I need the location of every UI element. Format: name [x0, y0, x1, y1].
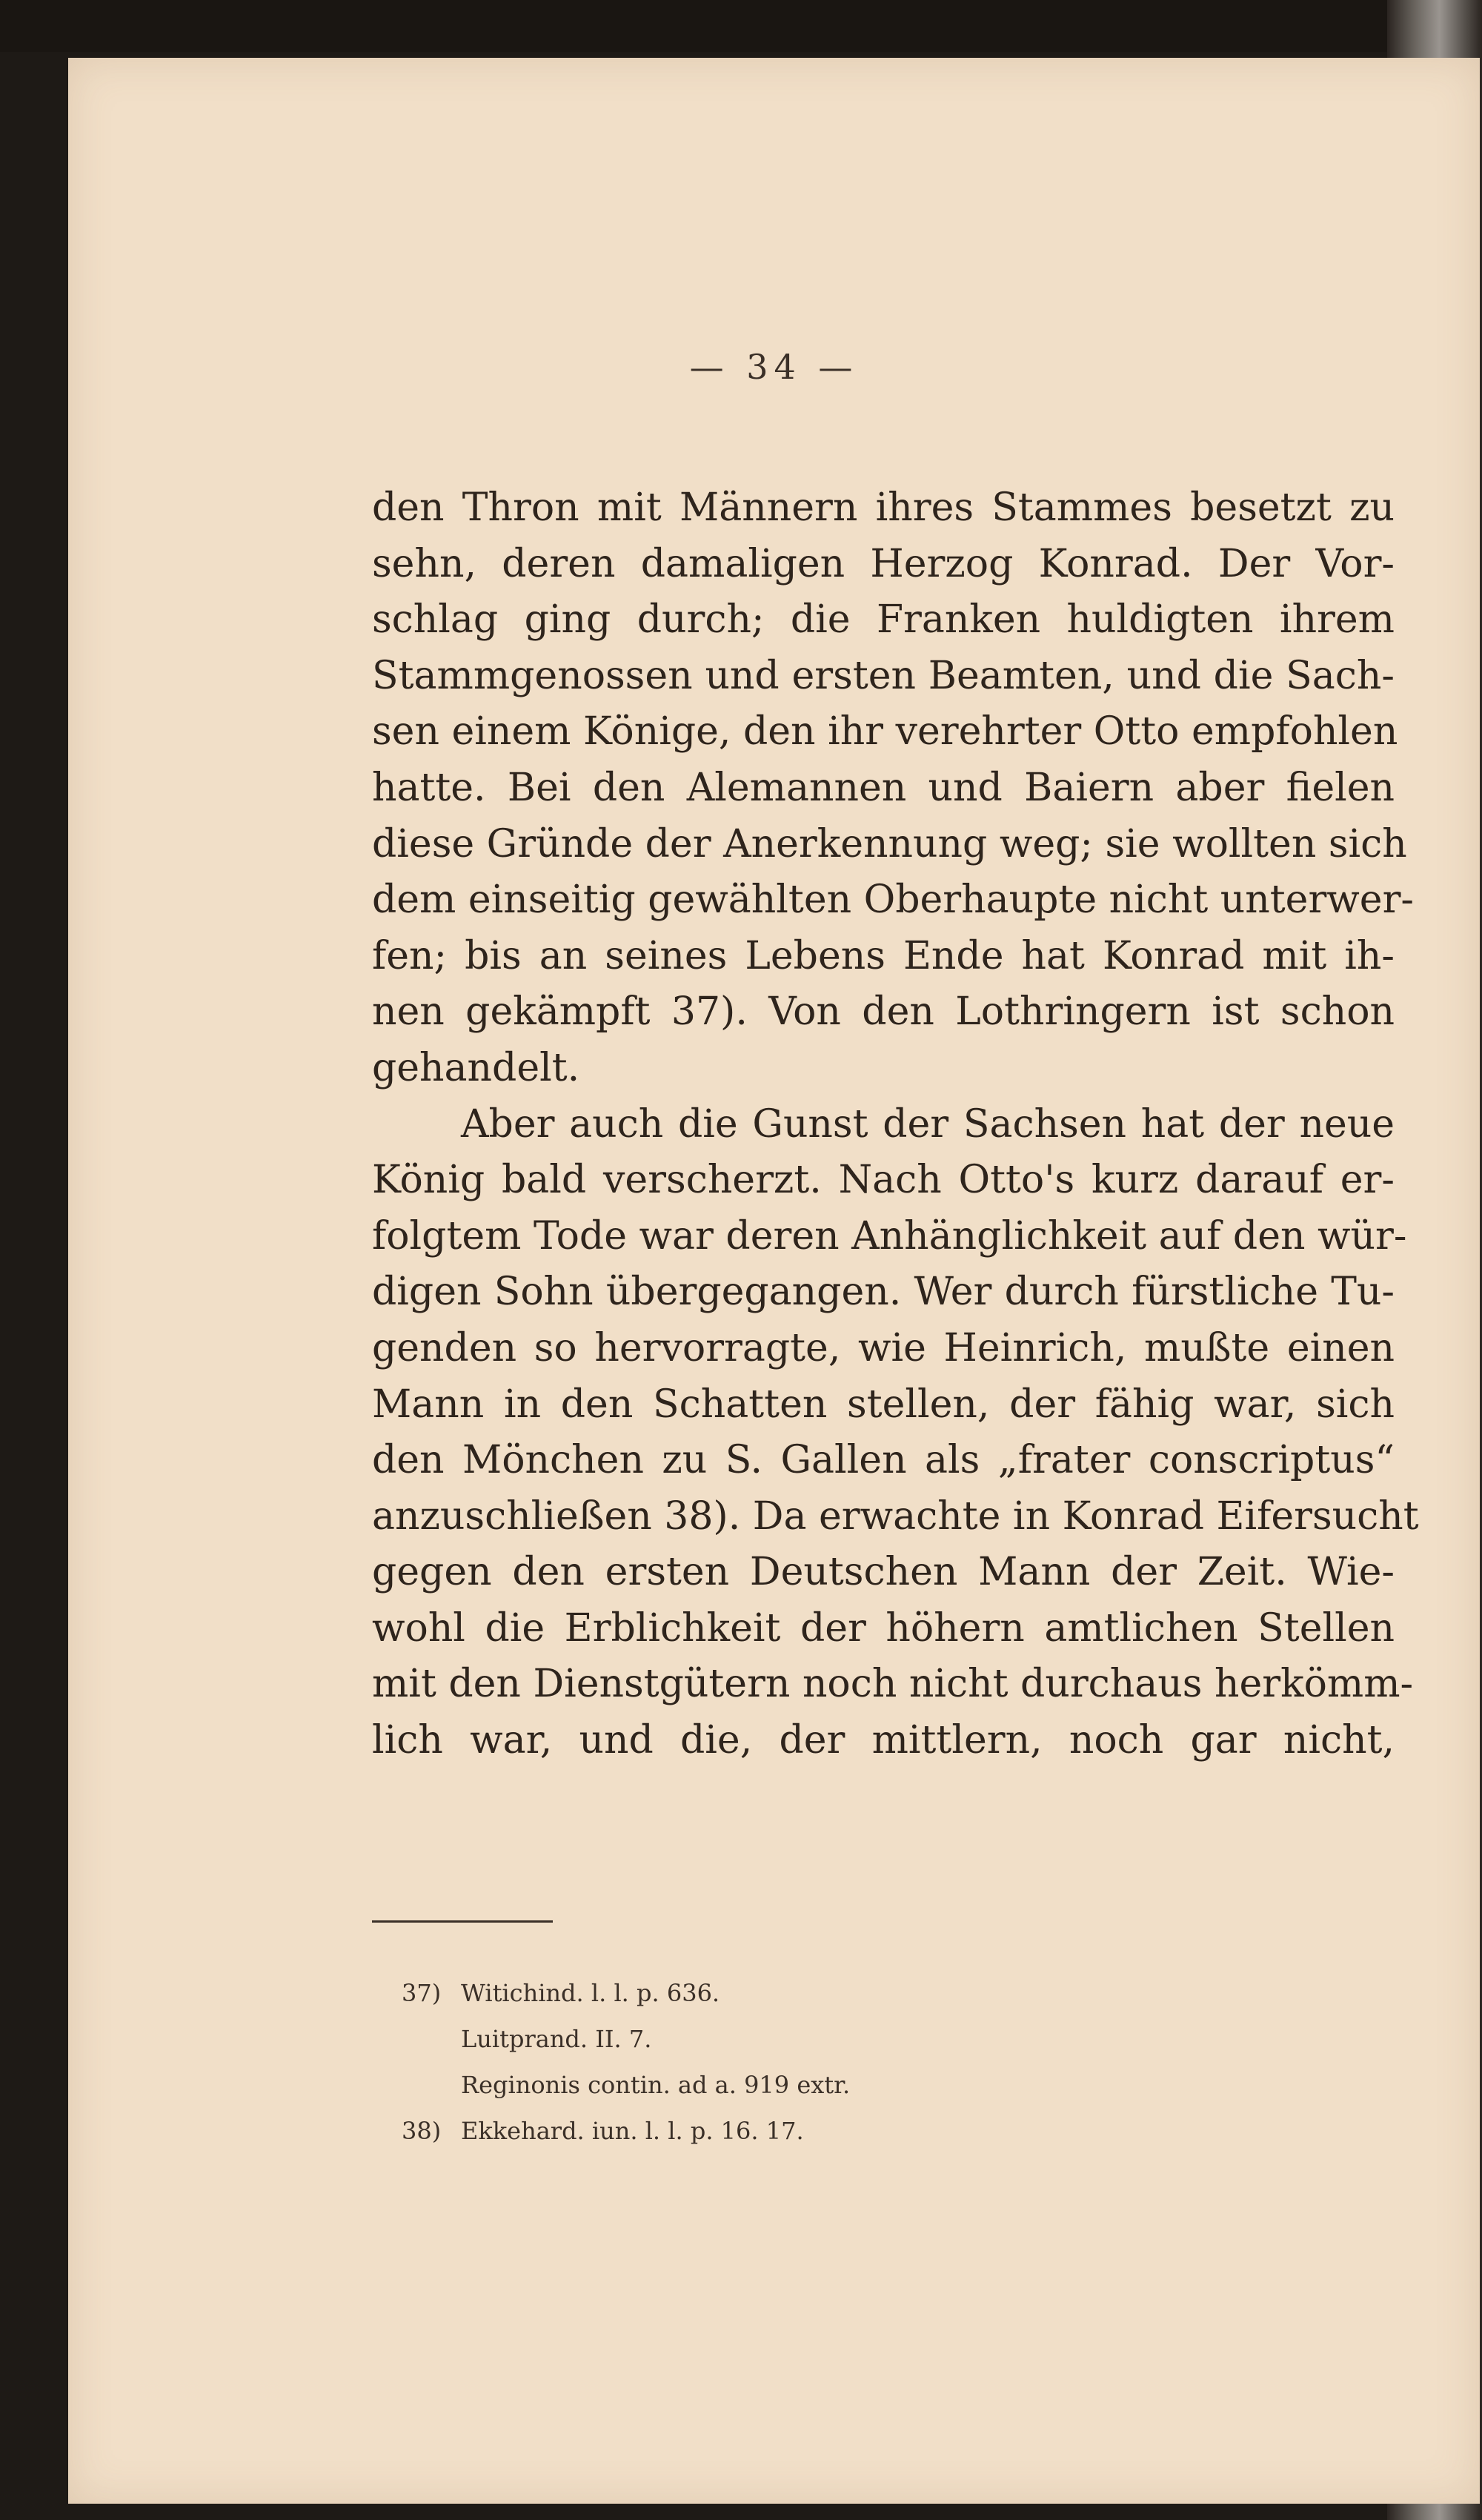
body-text [372, 480, 1419, 1769]
footnote [402, 2062, 1365, 2108]
text-line: den Mönchen zu S. Gallen als „frater conscriptus“ [372, 1438, 1395, 1483]
footnote-text: Reginonis contin. ad a. 919 extr. [461, 2071, 851, 2099]
text-line: folgtem Tode war deren Anhänglichkeit auf den wür- [372, 1213, 1407, 1259]
text-line: den Thron mit Männern ihres Stammes besetzt zu [372, 485, 1395, 530]
text-line: diese Gründe der Anerkennung weg; sie wollten sich [372, 821, 1407, 866]
text-line: digen Sohn übergegangen. Wer durch fürstliche Tu- [372, 1270, 1395, 1315]
text-line: genden so hervorragte, wie Heinrich, mußte einen [372, 1325, 1395, 1370]
text-line: sen einem Könige, den ihr verehrter Otto empfohlen [372, 709, 1398, 755]
footnotes [402, 1970, 1365, 2154]
footnote-text: Luitprand. II. 7. [461, 2025, 652, 2053]
text-line: dem einseitig gewählten Oberhaupte nicht unterwer- [372, 878, 1415, 923]
text-line: sehn, deren damaligen Herzog Konrad. Der Vor- [372, 541, 1395, 586]
text-line: wohl die Erblichkeit der höhern amtlichen Stellen [372, 1605, 1395, 1651]
text-line: fen; bis an seines Lebens Ende hat Konrad mit ih- [372, 933, 1395, 978]
text-line: anzuschließen 38). Da erwachte in Konrad Eifersucht [372, 1493, 1419, 1539]
page-number: — 34 — [689, 347, 859, 387]
footnote [402, 1970, 1365, 2016]
text-line: gegen den ersten Deutschen Mann der Zeit. Wie- [372, 1550, 1395, 1595]
text-line: König bald verscherzt. Nach Otto's kurz darauf er- [372, 1158, 1395, 1203]
footnote [402, 2108, 1365, 2154]
footnote-divider [372, 1920, 553, 1923]
text-line: Aber auch die Gunst der Sachsen hat der neue [461, 1101, 1395, 1147]
text-line: Mann in den Schatten stellen, der fähig war, sich [372, 1382, 1395, 1427]
footnote-ref: 37) [402, 1979, 442, 2007]
footnote-text: Ekkehard. iun. l. l. p. 16. 17. [461, 2117, 804, 2145]
footnote-ref: 38) [402, 2117, 442, 2145]
text-line: Stammgenossen und ersten Beamten, und die Sach- [372, 653, 1395, 698]
text-line: lich war, und die, der mittlern, noch gar nicht, [372, 1718, 1395, 1763]
text-line: hatte. Bei den Alemannen und Baiern aber fielen [372, 765, 1395, 810]
text-line: schlag ging durch; die Franken huldigten ihrem [372, 597, 1395, 643]
footnote-text: Witichind. l. l. p. 636. [461, 1979, 720, 2007]
text-line: nen gekämpft 37). Von den Lothringern ist schon [372, 989, 1395, 1035]
footnote [402, 2016, 1365, 2062]
text-line: mit den Dienstgütern noch nicht durchaus herkömm- [372, 1662, 1414, 1707]
text-line: gehandelt. [372, 1045, 580, 1090]
book-page [68, 58, 1480, 2504]
book-edge-top [0, 0, 1387, 52]
